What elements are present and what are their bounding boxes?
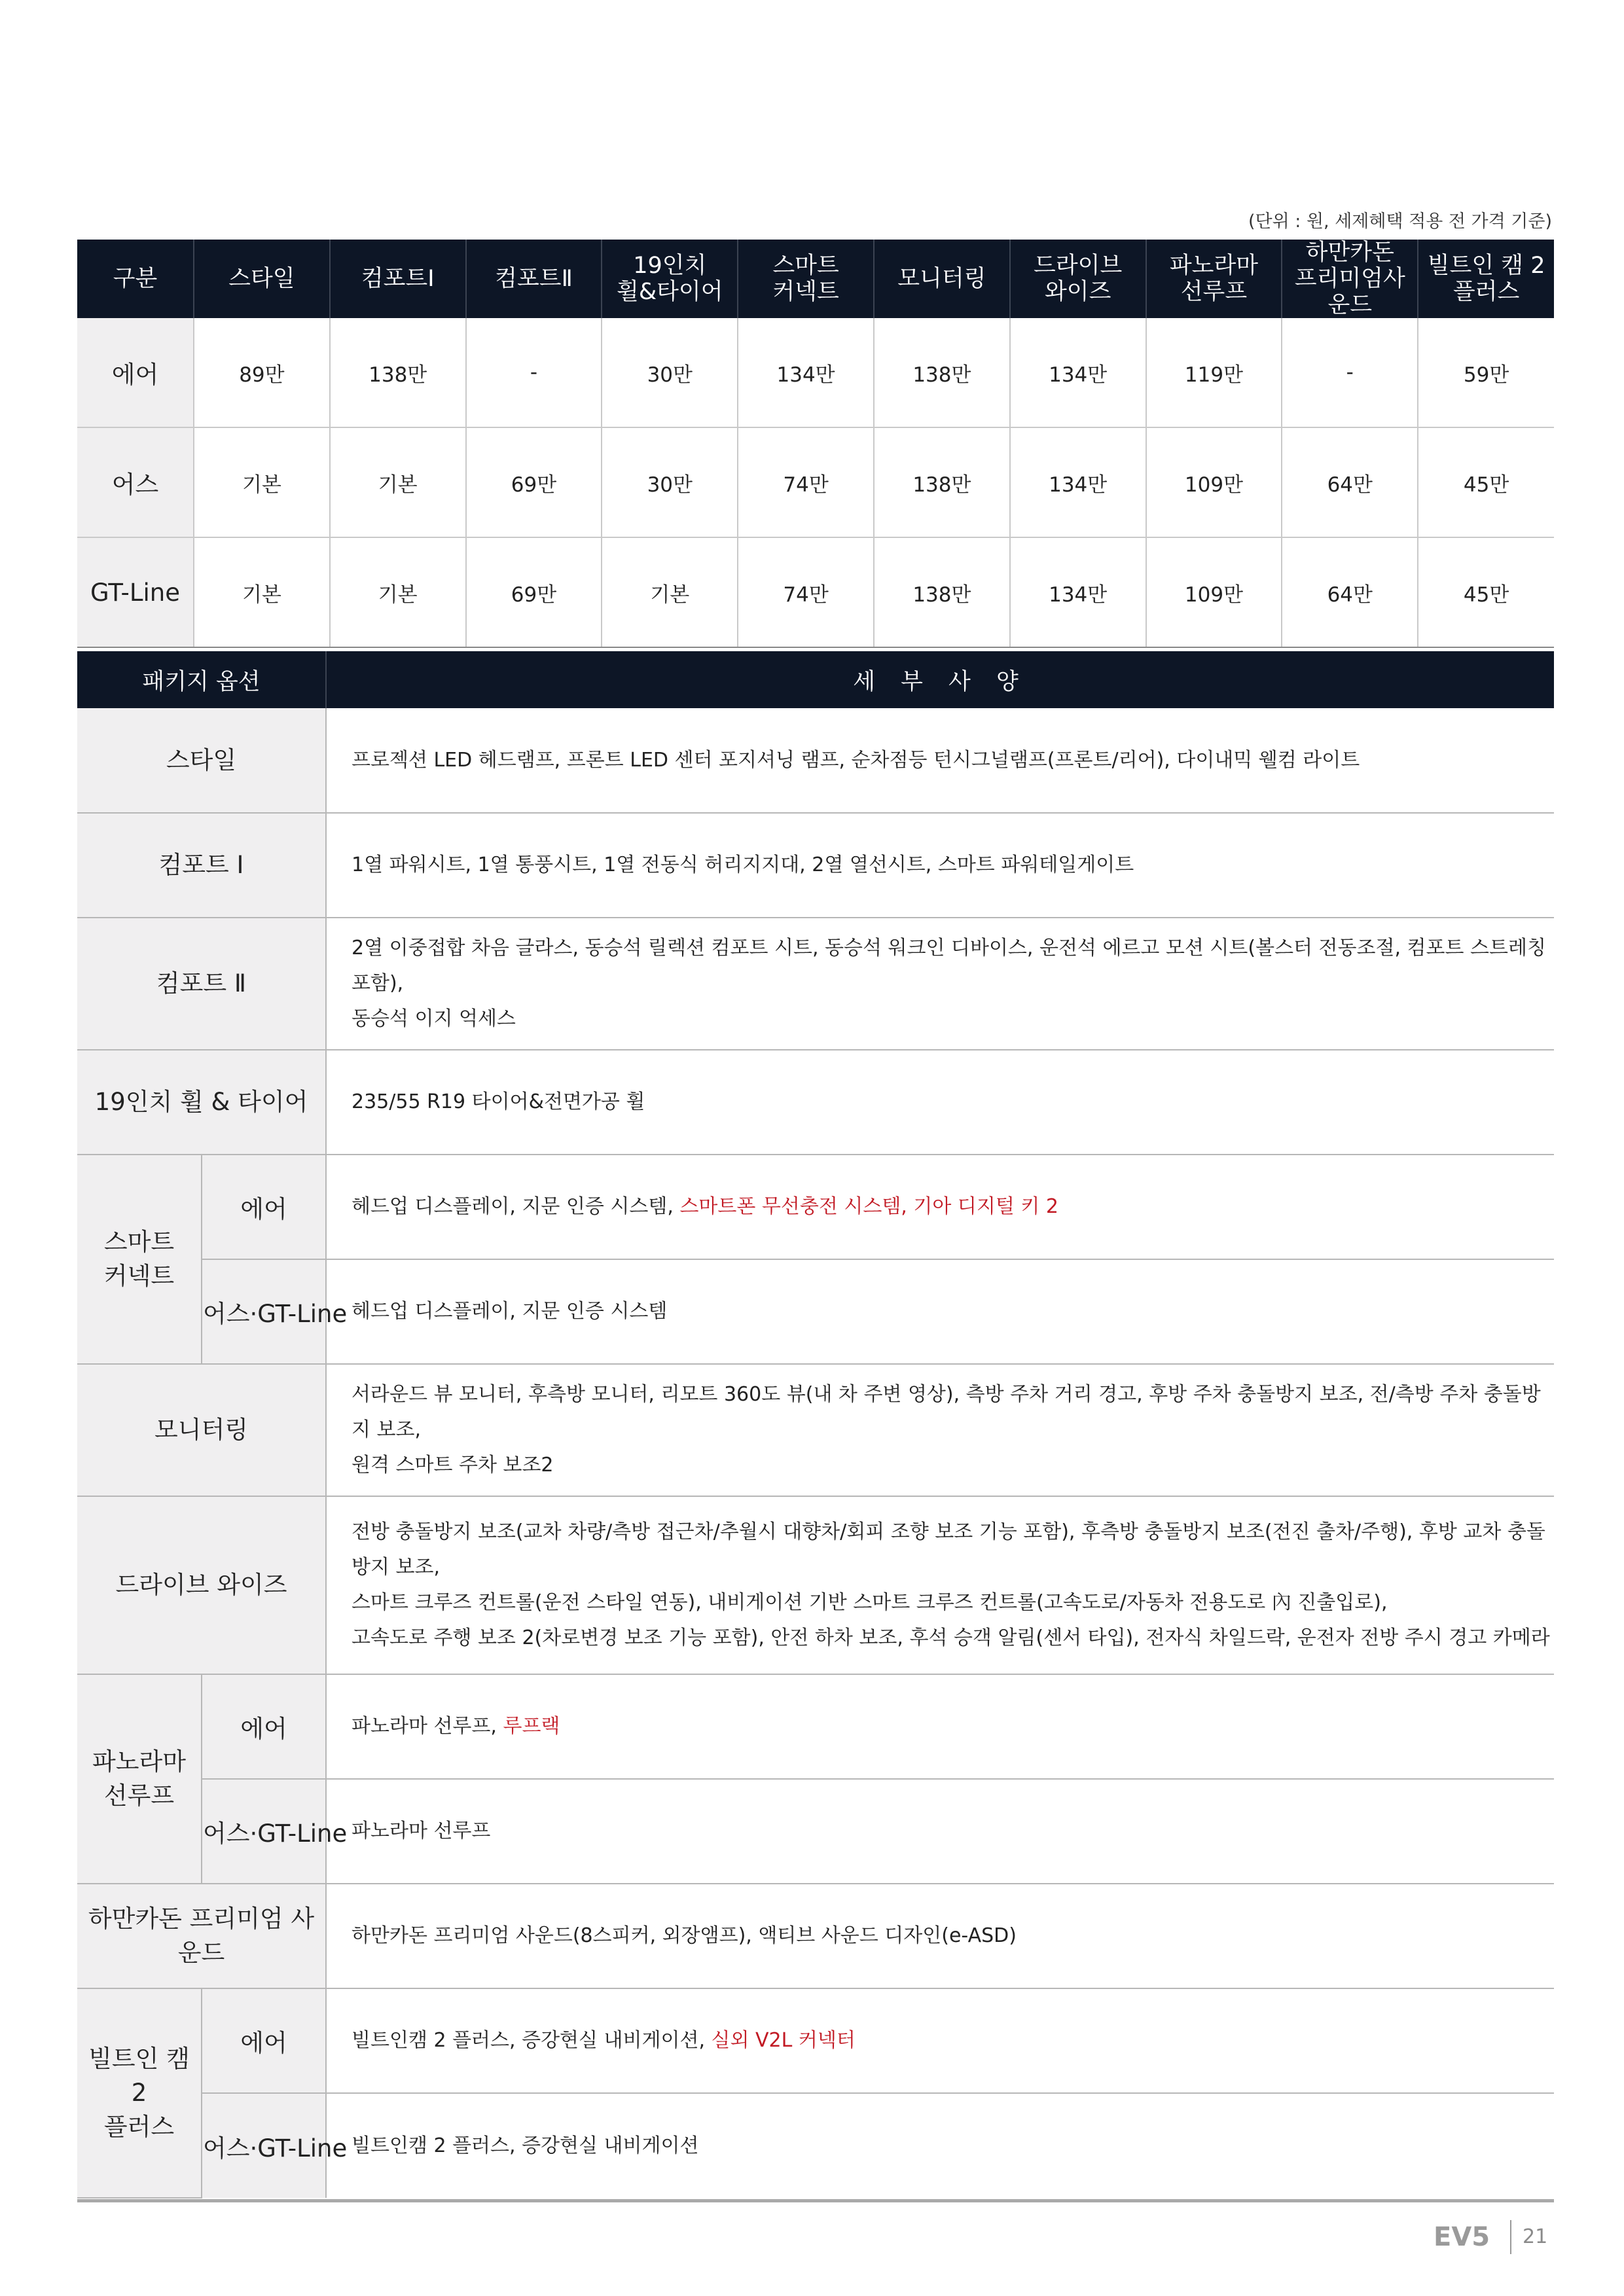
package-name: 드라이브 와이즈 [77,1496,326,1674]
price-cell: 64만 [1282,427,1418,537]
package-row-comfort1 [77,813,1554,918]
price-header-cell: 하만카돈 프리미엄사운드 [1282,240,1418,318]
price-header-cell: 구분 [77,240,194,318]
package-name [77,1674,202,1884]
desc-text: 헤드업 디스플레이, 지문 인증 시스템, [352,1195,680,1218]
price-cell: 134만 [1010,537,1146,647]
name-line: 빌트인 캠 2 [88,2045,190,2107]
price-cell: 138만 [874,537,1010,647]
price-header-cell: 빌트인 캠 2 플러스 [1418,240,1554,318]
price-header-cell: 컴포트Ⅱ [466,240,602,318]
price-cell: 59만 [1418,318,1554,427]
package-table [77,651,1554,2198]
package-row-panorama-air [77,1674,1554,1779]
price-cell: 69만 [466,427,602,537]
price-table-body [77,318,1554,647]
trim-label-air: 에어 [202,1988,326,2093]
price-cell: 30만 [602,427,738,537]
price-cell: 138만 [330,318,466,427]
price-cell: - [1282,318,1418,427]
package-row-wheel [77,1050,1554,1155]
package-name: 스타일 [77,708,326,813]
package-desc: 빌트인캠 2 플러스, 증강현실 내비게이션 [352,2134,699,2157]
price-cell: 109만 [1146,537,1282,647]
price-cell: 64만 [1282,537,1418,647]
price-header-cell: 컴포트Ⅰ [330,240,466,318]
package-row-style [77,708,1554,813]
package-row-smart-connect-air [77,1155,1554,1259]
desc-text: 빌트인캠 2 플러스, 증강현실 내비게이션, [352,2029,712,2052]
package-name [77,1155,202,1364]
desc-highlight: 스마트폰 무선충전 시스템, 기아 디지털 키 2 [679,1195,1058,1218]
desc-line: 2열 이중접합 차음 글라스, 동승석 릴렉션 컴포트 시트, 동승석 워크인 디바이스, 운전석 에르고 모션 시트(볼스터 전동조절, 컴포트 스트레칭 포함), [352,937,1546,995]
package-desc: 파노라마 선루프 [326,1779,1554,1884]
package-desc: 프로젝션 LED 헤드램프, 프론트 LED 센터 포지셔닝 램프, 순차점등 턴시그널램프(프론트/리어), 다이내믹 웰컴 라이트 [326,708,1554,813]
trim-label-earth-gtline: 어스·GT-Line [202,1779,326,1884]
package-desc [326,918,1554,1050]
package-name: 컴포트 Ⅱ [77,918,326,1050]
footer-separator [1510,2220,1511,2254]
price-cell: - [466,318,602,427]
price-cell: 134만 [1010,318,1146,427]
name-line: 스마트 [103,1228,175,1256]
trim-label-earth-gtline: 어스·GT-Line [202,1259,326,1364]
name-line: 플러스 [103,2113,175,2141]
price-header-cell: 드라이브 와이즈 [1010,240,1146,318]
price-header-cell: 모니터링 [874,240,1010,318]
trim-name: 어스 [77,427,194,537]
price-header-cell: 파노라마 선루프 [1146,240,1282,318]
package-row-panorama-earth [77,1779,1554,1884]
price-row [77,537,1554,647]
package-row-drive-wise [77,1496,1554,1674]
package-desc: 1열 파워시트, 1열 통풍시트, 1열 전동식 허리지지대, 2열 열선시트, 스마트 파워테일게이트 [326,813,1554,918]
price-row [77,318,1554,427]
trim-label-earth-gtline: 어스·GT-Line [202,2093,326,2198]
price-header-cell: 스타일 [194,240,330,318]
package-row-comfort2 [77,918,1554,1050]
price-cell: 134만 [1010,427,1146,537]
package-desc [326,1988,1554,2093]
bottom-rule [77,2199,1554,2202]
trim-label-air: 에어 [202,1674,326,1779]
price-cell: 74만 [738,427,874,537]
price-cell: 45만 [1418,427,1554,537]
package-row-harman [77,1884,1554,1988]
unit-note: (단위 : 원, 세제혜택 적용 전 가격 기준) [1248,211,1552,232]
package-name: 컴포트 Ⅰ [77,813,326,918]
price-table [77,240,1554,648]
price-cell: 138만 [874,427,1010,537]
price-cell: 기본 [330,537,466,647]
footer-model-name: EV5 [1434,2222,1490,2252]
package-desc [326,1674,1554,1779]
package-row-monitoring [77,1364,1554,1496]
price-header-cell: 스마트 커넥트 [738,240,874,318]
package-name [77,1988,202,2198]
package-name: 모니터링 [77,1364,326,1496]
package-row-builtin-cam-earth [77,2093,1554,2198]
package-desc: 하만카돈 프리미엄 사운드(8스피커, 외장앰프), 액티브 사운드 디자인(e-ASD) [326,1884,1554,1988]
price-cell: 69만 [466,537,602,647]
package-desc [326,1155,1554,1259]
price-cell: 134만 [738,318,874,427]
price-cell: 30만 [602,318,738,427]
price-cell: 119만 [1146,318,1282,427]
price-header-cell: 19인치 휠&타이어 [602,240,738,318]
price-cell: 74만 [738,537,874,647]
price-cell: 89만 [194,318,330,427]
price-cell: 138만 [874,318,1010,427]
price-cell: 기본 [194,537,330,647]
desc-highlight: 루프랙 [503,1715,560,1738]
price-cell: 45만 [1418,537,1554,647]
trim-name: GT-Line [77,537,194,647]
package-name: 19인치 휠 & 타이어 [77,1050,326,1155]
desc-line: 원격 스마트 주차 보조2 [352,1454,554,1477]
package-row-smart-connect-earth [77,1259,1554,1364]
spec-header: 세 부 사 양 [326,651,1554,708]
desc-line: 스마트 크루즈 컨트롤(운전 스타일 연동), 내비게이션 기반 스마트 크루즈 컨트롤(고속도로/자동차 전용도로 內 진출입로), [352,1591,1388,1614]
package-name: 하만카돈 프리미엄 사운드 [77,1884,326,1988]
name-line: 파노라마 [92,1748,186,1776]
name-line: 선루프 [103,1782,175,1810]
name-line: 커넥트 [103,1262,175,1290]
price-cell: 기본 [330,427,466,537]
package-option-header: 패키지 옵션 [77,651,326,708]
price-table-header-row [77,240,1554,318]
package-desc: 헤드업 디스플레이, 지문 인증 시스템 [326,1259,1554,1364]
trim-name: 에어 [77,318,194,427]
package-desc [326,1364,1554,1496]
package-table-header-row [77,651,1554,708]
price-cell: 기본 [602,537,738,647]
package-desc [326,1496,1554,1674]
price-row [77,427,1554,537]
desc-line: 동승석 이지 억세스 [352,1007,516,1030]
desc-text: 파노라마 선루프, [352,1715,503,1738]
desc-highlight: 실외 V2L 커넥터 [711,2029,856,2052]
trim-label-air: 에어 [202,1155,326,1259]
desc-line: 서라운드 뷰 모니터, 후측방 모니터, 리모트 360도 뷰(내 차 주변 영상), 측방 주차 거리 경고, 후방 주차 충돌방지 보조, 전/측방 주차 충돌방지 보조, [352,1383,1541,1441]
package-row-builtin-cam-air [77,1988,1554,2093]
price-cell: 기본 [194,427,330,537]
package-desc: 235/55 R19 타이어&전면가공 휠 [326,1050,1554,1155]
price-cell: 109만 [1146,427,1282,537]
desc-line: 전방 충돌방지 보조(교차 차량/측방 접근차/추월시 대향차/회피 조향 보조 기능 포함), 후측방 충돌방지 보조(전진 출차/주행), 후방 교차 충돌방지 보조, [352,1520,1545,1579]
page-number: 21 [1523,2225,1548,2248]
desc-line: 고속도로 주행 보조 2(차로변경 보조 기능 포함), 안전 하차 보조, 후석 승객 알림(센서 타입), 전자식 차일드락, 운전자 전방 주시 경고 카메라 [352,1626,1550,1649]
